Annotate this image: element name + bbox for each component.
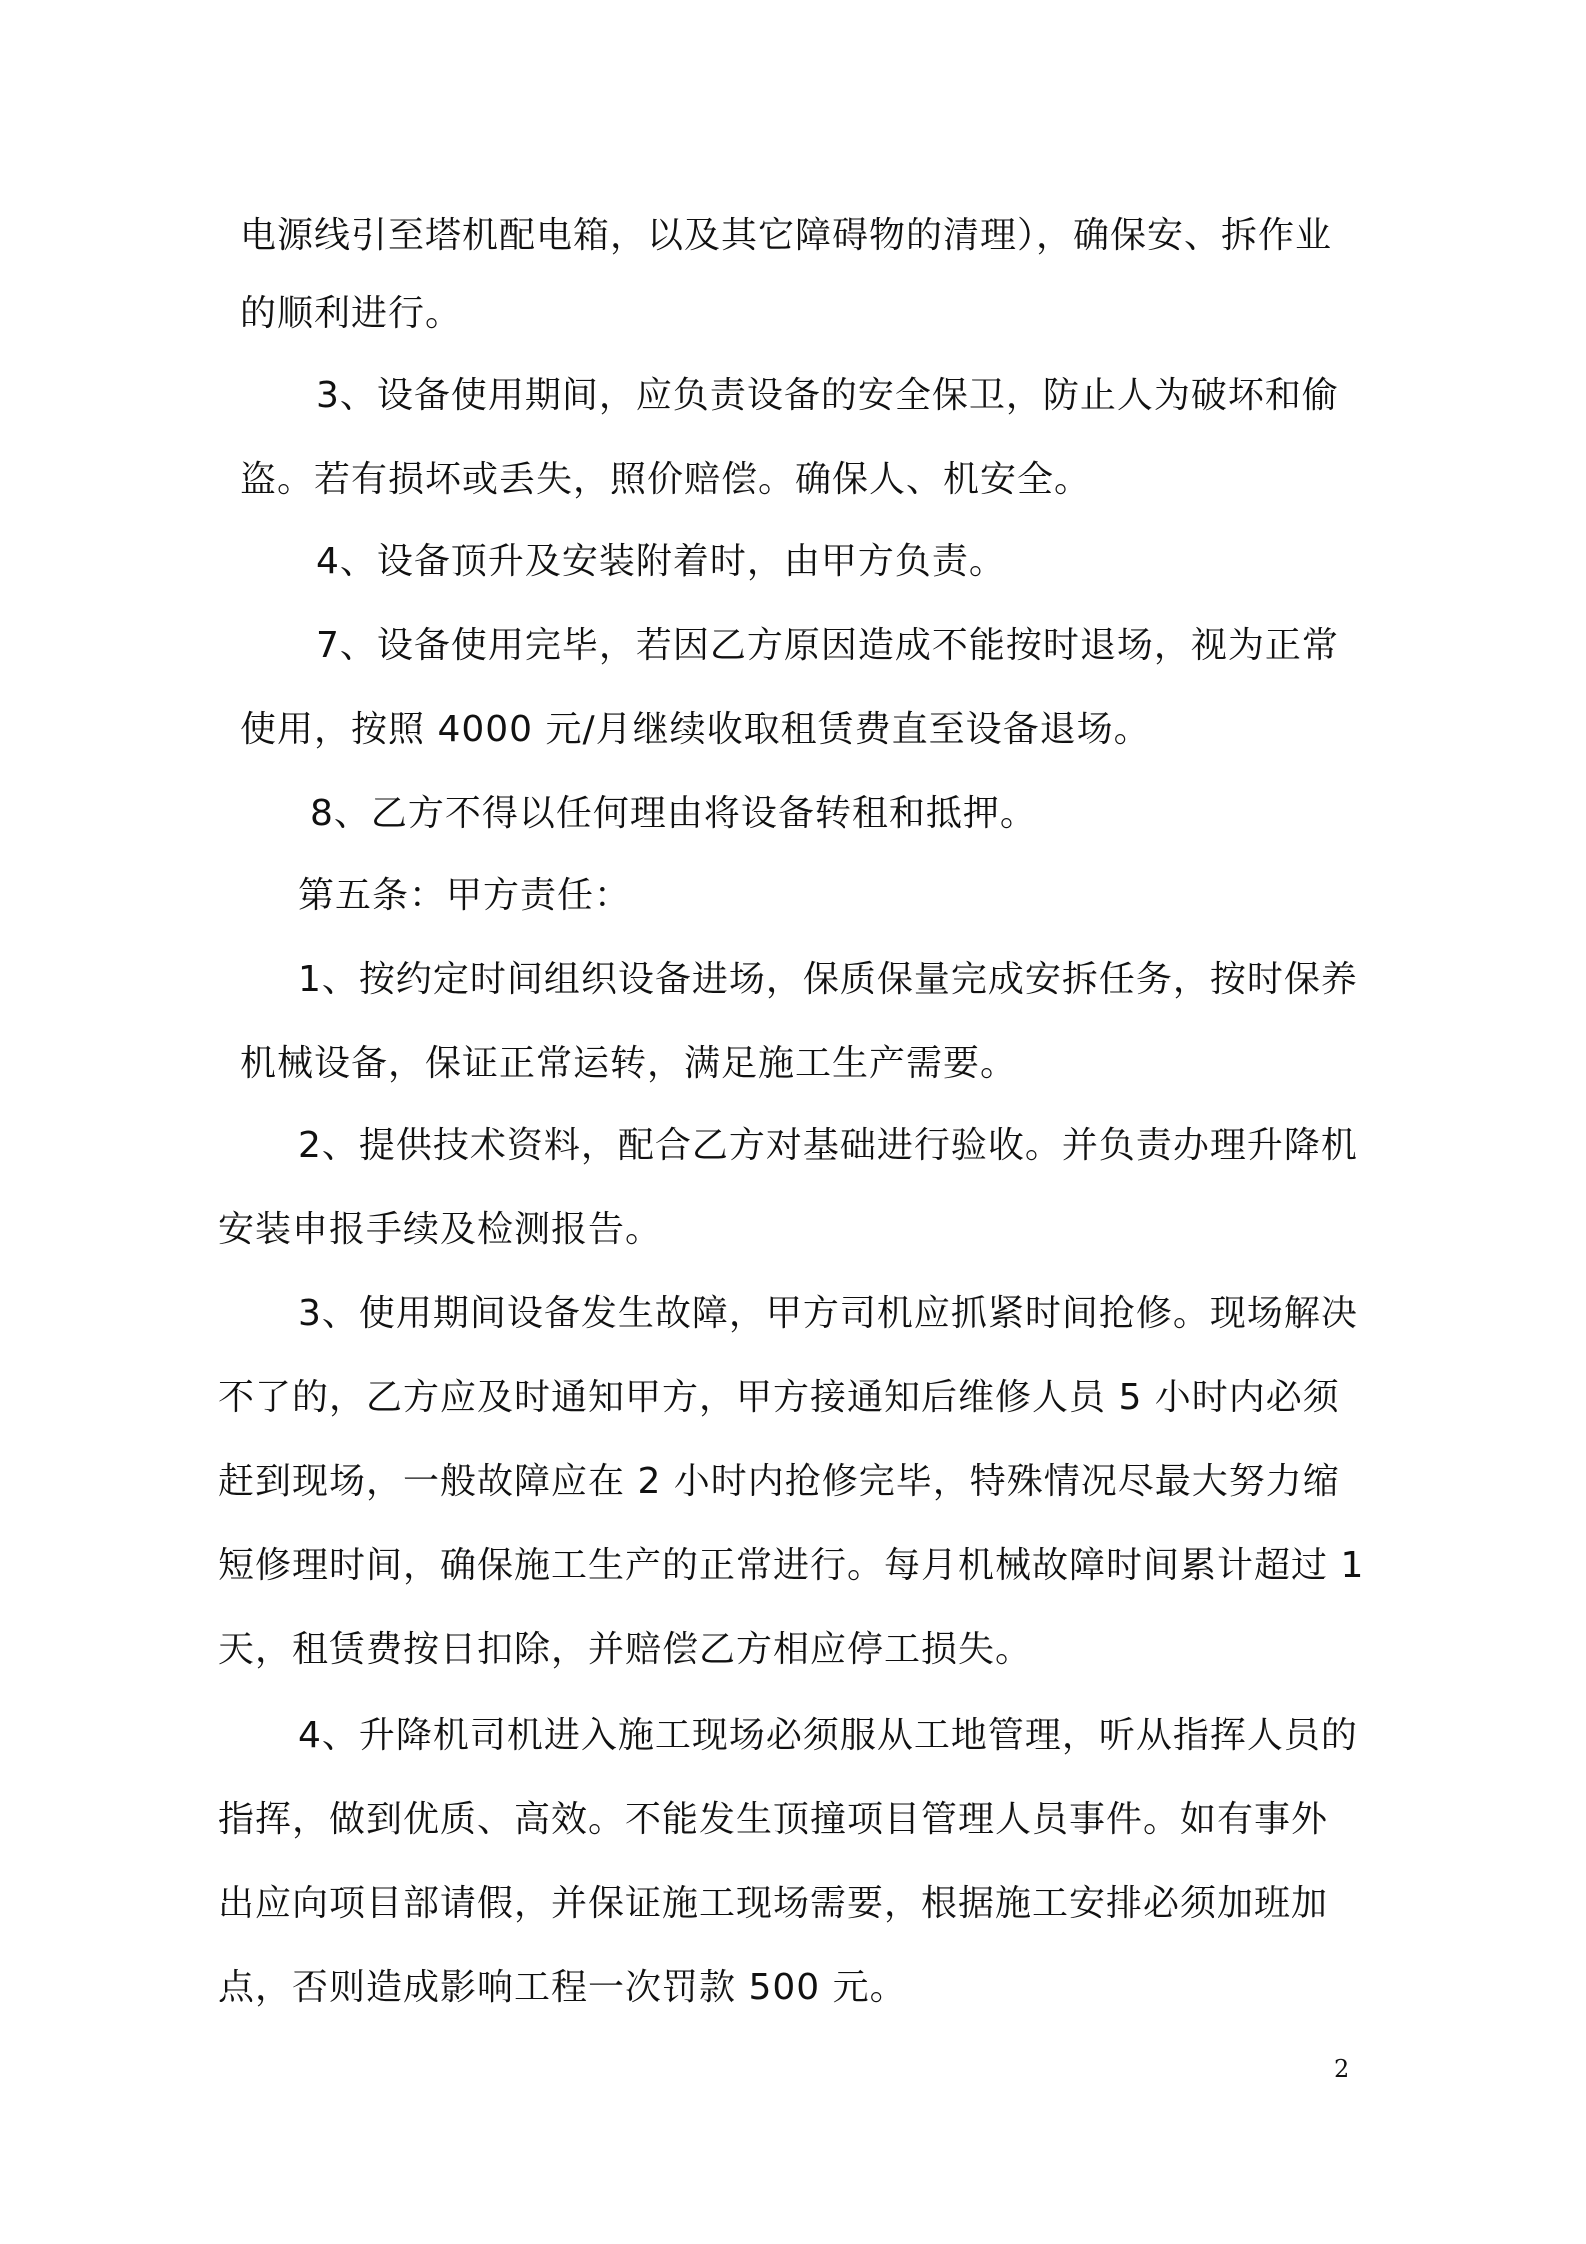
text-line: 指挥，做到优质、高效。不能发生顶撞项目管理人员事件。如有事外	[218, 1799, 1329, 1840]
text-line: 出应向项目部请假，并保证施工现场需要，根据施工安排必须加班加	[218, 1883, 1329, 1924]
page-number: 2	[1334, 2055, 1350, 2083]
text-line: 电源线引至塔机配电箱，以及其它障碍物的清理），确保安、拆作业	[240, 215, 1333, 256]
text-line: 盗。若有损坏或丢失，照价赔偿。确保人、机安全。	[240, 459, 1092, 500]
text-line: 点，否则造成影响工程一次罚款 500 元。	[218, 1967, 907, 2008]
text-line: 8、乙方不得以任何理由将设备转租和抵押。	[310, 793, 1037, 834]
text-line: 的顺利进行。	[240, 293, 463, 334]
text-line: 2、提供技术资料，配合乙方对基础进行验收。并负责办理升降机	[298, 1125, 1358, 1166]
section-heading: 第五条：甲方责任：	[298, 875, 632, 916]
text-line: 3、使用期间设备发生故障，甲方司机应抓紧时间抢修。现场解决	[298, 1293, 1358, 1334]
text-line: 1、按约定时间组织设备进场，保质保量完成安拆任务，按时保养	[298, 959, 1358, 1000]
text-line: 赶到现场，一般故障应在 2 小时内抢修完毕，特殊情况尽最大努力缩	[218, 1461, 1340, 1502]
text-line: 4、升降机司机进入施工现场必须服从工地管理，听从指挥人员的	[298, 1715, 1358, 1756]
text-line: 4、设备顶升及安装附着时，由甲方负责。	[316, 541, 1006, 582]
text-line: 机械设备，保证正常运转，满足施工生产需要。	[240, 1043, 1018, 1084]
text-line: 7、设备使用完毕，若因乙方原因造成不能按时退场，视为正常	[316, 625, 1339, 666]
text-line: 安装申报手续及检测报告。	[218, 1209, 663, 1250]
text-line: 不了的，乙方应及时通知甲方，甲方接通知后维修人员 5 小时内必须	[218, 1377, 1340, 1418]
text-line: 天，租赁费按日扣除，并赔偿乙方相应停工损失。	[218, 1629, 1033, 1670]
text-line: 使用，按照 4000 元/月继续收取租赁费直至设备退场。	[240, 709, 1151, 750]
text-line: 短修理时间，确保施工生产的正常进行。每月机械故障时间累计超过 1	[218, 1545, 1365, 1586]
text-line: 3、设备使用期间，应负责设备的安全保卫，防止人为破坏和偷	[316, 375, 1339, 416]
